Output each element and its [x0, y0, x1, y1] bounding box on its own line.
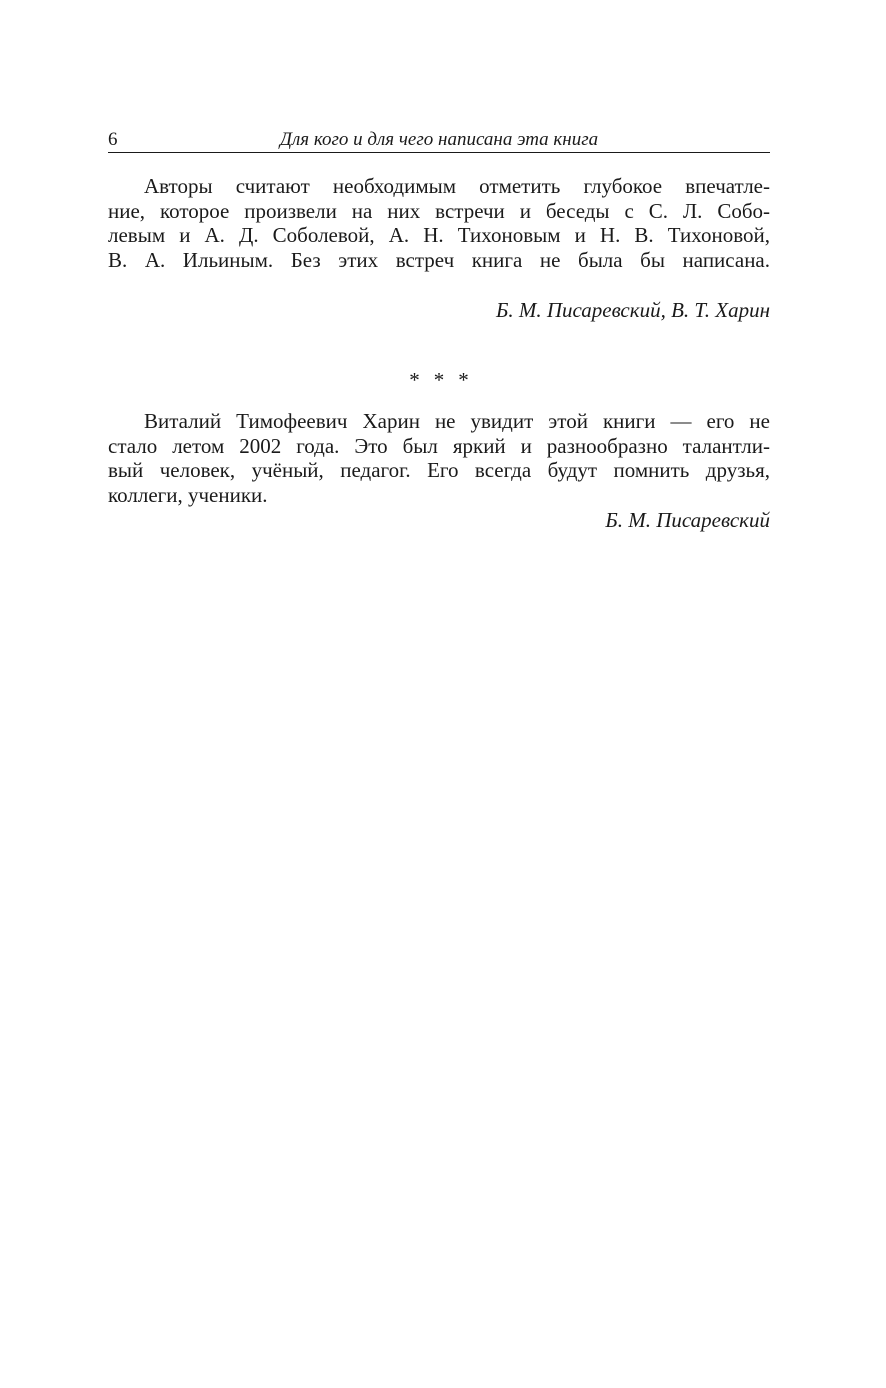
book-page: [108, 0, 770, 1388]
separator-star: *: [409, 368, 420, 392]
paragraph-line: коллеги, ученики.: [108, 482, 268, 507]
separator-star: *: [458, 368, 469, 392]
paragraph-line: ние, которое произвели на них встречи и беседы с С. Л. Собо-: [108, 198, 770, 223]
memorial-paragraph: [108, 409, 770, 507]
authors-signature: Б. М. Писаревский, В. Т. Харин: [495, 298, 770, 322]
section-separator: [108, 368, 770, 392]
paragraph-line: стало летом 2002 года. Это был яркий и разнообразно талантли-: [108, 433, 770, 458]
paragraph-line: вый человек, учёный, педагог. Его всегда будут помнить друзья,: [108, 458, 770, 483]
running-title: Для кого и для чего написана эта книга: [279, 129, 599, 150]
memorial-signature: Б. М. Писаревский: [605, 508, 770, 532]
separator-star: *: [433, 368, 445, 392]
paragraph-line: В. А. Ильиным. Без этих встреч книга не была бы написана.: [108, 247, 770, 272]
page-number: 6: [108, 129, 118, 150]
paragraph-line: Виталий Тимофеевич Харин не увидит этой книги — его не: [144, 409, 770, 433]
paragraph-line: Авторы считают необходимым отметить глубокое впечатле-: [144, 174, 770, 198]
running-header: [108, 128, 770, 153]
acknowledgement-paragraph: [108, 174, 770, 272]
paragraph-line: левым и А. Д. Соболевой, А. Н. Тихоновым и Н. В. Тихоновой,: [108, 223, 770, 248]
